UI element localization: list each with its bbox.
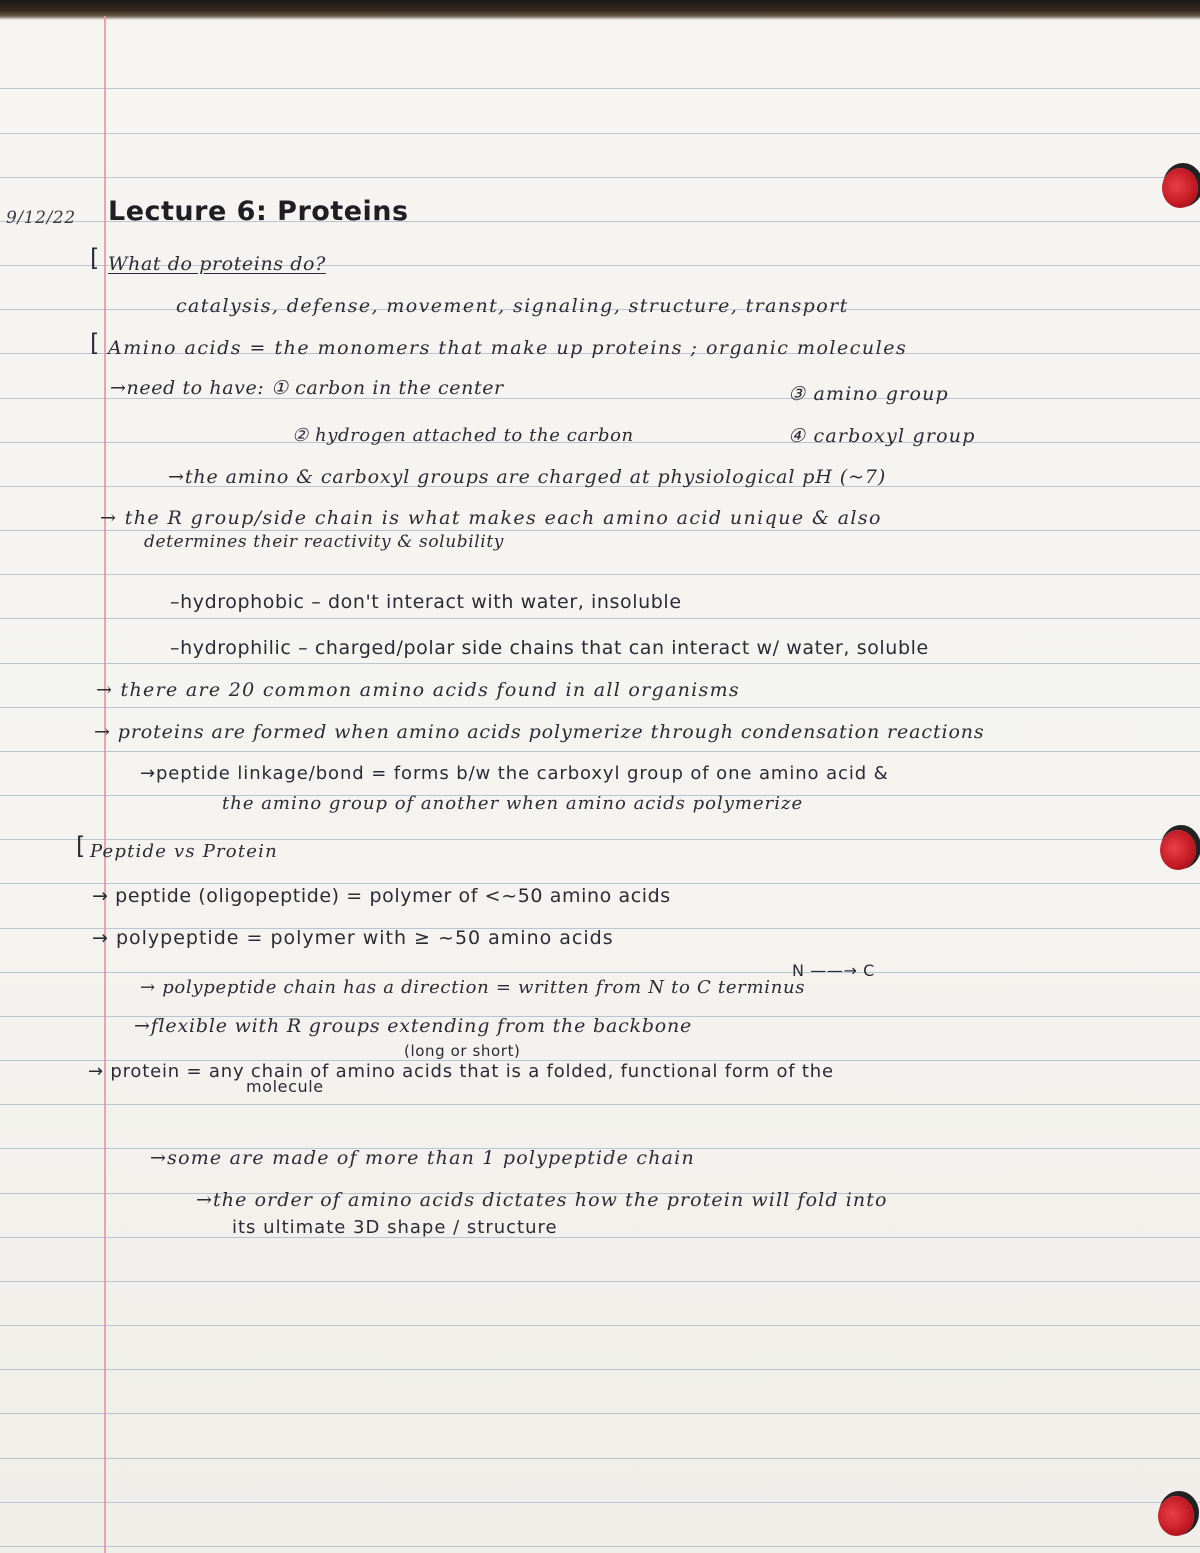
oligopeptide-def: → peptide (oligopeptide) = polymer of <~50 amino acids xyxy=(92,885,671,907)
peptide-bond-line-2: the amino group of another when amino acids polymerize xyxy=(222,793,804,814)
multi-chain-note: →some are made of more than 1 polypeptide chain xyxy=(150,1147,695,1169)
bracket-mark: [ xyxy=(90,244,100,272)
ruled-line xyxy=(0,574,1200,575)
protein-def-line-2: molecule xyxy=(246,1077,324,1096)
binder-hole-icon xyxy=(1160,830,1196,870)
ruled-line xyxy=(0,1502,1200,1503)
order-line-2: its ultimate 3D shape / structure xyxy=(232,1217,558,1238)
flexible-r-groups: →flexible with R groups extending from the backbone xyxy=(134,1015,693,1037)
bracket-mark: [ xyxy=(90,329,100,357)
twenty-amino-acids: → there are 20 common amino acids found in all organisms xyxy=(96,679,740,701)
binder-hole-icon xyxy=(1162,168,1198,208)
page-title: Lecture 6: Proteins xyxy=(108,196,409,227)
peptide-bond-line-1: →peptide linkage/bond = forms b/w the carboxyl group of one amino acid & xyxy=(140,763,889,784)
protein-def-line-1: → protein = any chain of amino acids that is a folded, functional form of the xyxy=(88,1061,834,1082)
section-heading-peptide-vs-protein: Peptide vs Protein xyxy=(90,841,278,862)
hydrophilic-item: –hydrophilic – charged/polar side chains that can interact w/ water, soluble xyxy=(170,637,929,659)
ruled-line xyxy=(0,530,1200,531)
bracket-mark: [ xyxy=(76,832,86,860)
ruled-line xyxy=(0,618,1200,619)
hydrophobic-item: –hydrophobic – don't interact with water, insoluble xyxy=(170,591,682,613)
ruled-line xyxy=(0,1369,1200,1370)
section-heading-amino-acids: Amino acids = the monomers that make up proteins ; organic molecules xyxy=(108,337,908,359)
ruled-line xyxy=(0,1546,1200,1547)
ruled-line xyxy=(0,88,1200,89)
polypeptide-direction: → polypeptide chain has a direction = written from N to C terminus xyxy=(140,977,806,998)
long-or-short-note: (long or short) xyxy=(404,1042,521,1060)
ruled-line xyxy=(0,1413,1200,1414)
n-to-c-arrow: N ——→ C xyxy=(792,961,875,980)
r-group-line-1: → the R group/side chain is what makes each amino acid unique & also xyxy=(100,507,882,529)
margin-line xyxy=(104,16,106,1553)
r-group-line-2: determines their reactivity & solubility xyxy=(144,532,504,552)
page-top-edge xyxy=(0,0,1200,20)
proteins-formed: → proteins are formed when amino acids polymerize through condensation reactions xyxy=(94,721,985,743)
polypeptide-def: → polypeptide = polymer with ≥ ~50 amino acids xyxy=(92,927,614,949)
ruled-line xyxy=(0,1325,1200,1326)
ruled-line xyxy=(0,707,1200,708)
hydrogen-item: ② hydrogen attached to the carbon xyxy=(292,425,634,446)
ruled-line xyxy=(0,1237,1200,1238)
functions-list: catalysis, defense, movement, signaling, structure, transport xyxy=(176,295,849,317)
amino-group-item: ③ amino group xyxy=(788,383,949,405)
ruled-line xyxy=(0,177,1200,178)
charged-note: →the amino & carboxyl groups are charged at physiological pH (~7) xyxy=(168,466,887,488)
ruled-line xyxy=(0,751,1200,752)
ruled-line xyxy=(0,133,1200,134)
section-heading-functions: What do proteins do? xyxy=(108,253,326,275)
binder-hole-icon xyxy=(1158,1496,1194,1536)
carboxyl-group-item: ④ carboxyl group xyxy=(788,425,976,447)
ruled-line xyxy=(0,1104,1200,1105)
note-date: 9/12/22 xyxy=(6,208,76,228)
amino-need-carbon: →need to have: ① carbon in the center xyxy=(110,377,504,399)
ruled-line xyxy=(0,1458,1200,1459)
ruled-line xyxy=(0,972,1200,973)
ruled-line xyxy=(0,1281,1200,1282)
ruled-line xyxy=(0,663,1200,664)
order-line-1: →the order of amino acids dictates how the protein will fold into xyxy=(196,1189,888,1211)
